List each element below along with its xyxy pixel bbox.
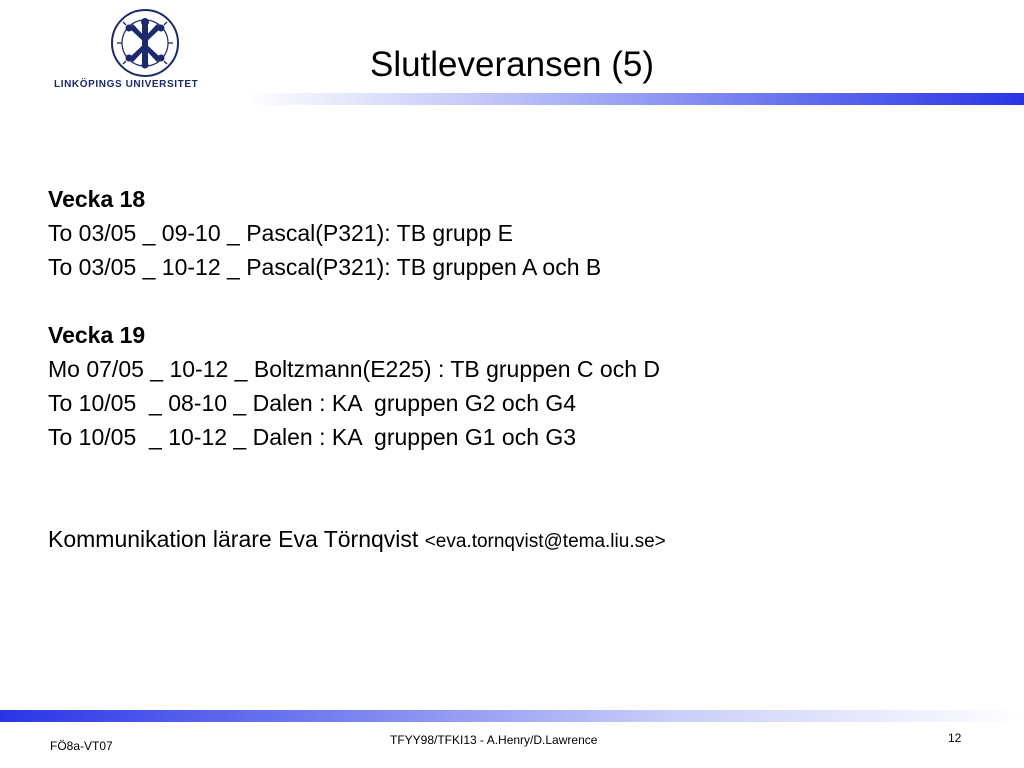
slide-title: Slutleveransen (5) bbox=[369, 45, 655, 84]
schedule-line: To 03/05 _ 10-12 _ Pascal(P321): TB gruppen A och B bbox=[48, 254, 602, 280]
header-gradient-bar bbox=[245, 93, 1024, 105]
footer-gradient-bar bbox=[0, 710, 1024, 722]
university-logo bbox=[40, 8, 250, 100]
schedule-line: To 10/05 _ 08-10 _ Dalen : KA gruppen G2 och G4 bbox=[48, 390, 577, 416]
university-seal-icon bbox=[103, 8, 187, 78]
spacer bbox=[48, 284, 988, 318]
schedule-line: To 10/05 _ 10-12 _ Dalen : KA gruppen G1 och G3 bbox=[48, 424, 577, 450]
week-18-heading: Vecka 18 bbox=[48, 186, 146, 212]
spacer bbox=[48, 454, 988, 522]
week-19-heading: Vecka 19 bbox=[48, 322, 146, 348]
slide-number: 12 bbox=[948, 731, 962, 745]
contact-line bbox=[48, 522, 988, 556]
contact-email: <eva.tornqvist@tema.liu.se> bbox=[424, 531, 666, 552]
university-name: LINKÖPINGS UNIVERSITET bbox=[54, 79, 199, 90]
footer-course-code: FÖ8a-VT07 bbox=[50, 739, 113, 753]
footer-authors: TFYY98/TFKI13 - A.Henry/D.Lawrence bbox=[390, 733, 598, 747]
schedule-line: Mo 07/05 _ 10-12 _ Boltzmann(E225) : TB gruppen C och D bbox=[48, 356, 660, 382]
contact-label: Kommunikation lärare Eva Törnqvist bbox=[48, 526, 425, 552]
schedule-line: To 03/05 _ 09-10 _ Pascal(P321): TB grupp E bbox=[48, 220, 513, 246]
slide-body bbox=[48, 182, 988, 556]
